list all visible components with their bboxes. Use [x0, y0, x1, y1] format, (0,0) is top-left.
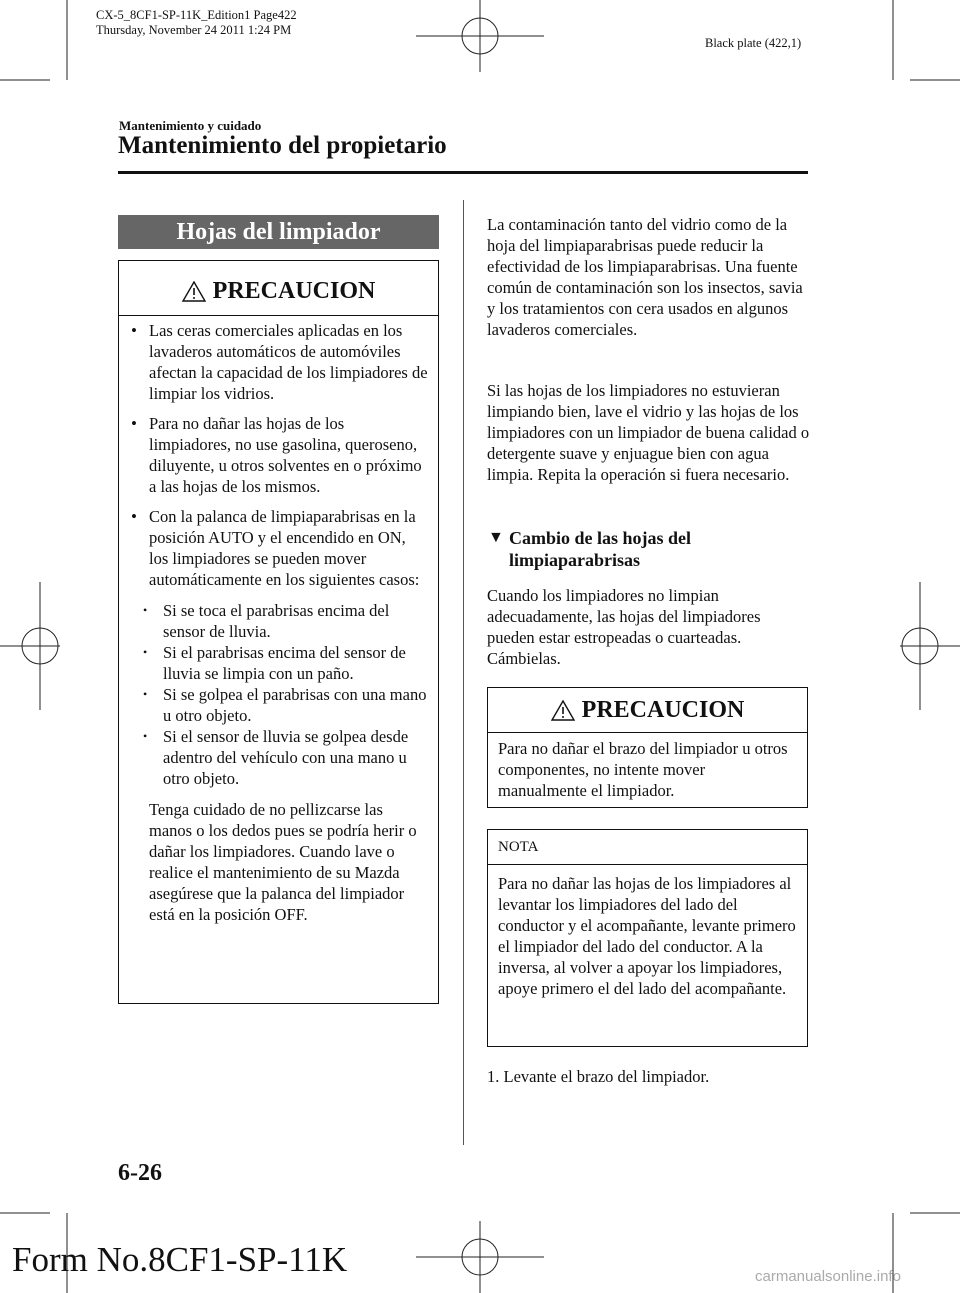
caution-tip: Tenga cuidado de no pellizcarse las manos o los dedos pues se podría herir o dañar los limpiadores. Cuando lave o realice el mantenimiento de su Mazda asegúrese que la palanca del limpiador está en la posición OFF. [149, 800, 417, 924]
warning-triangle-icon [551, 700, 575, 721]
caution-sub-bullet: • Si el parabrisas encima del sensor de lluvia se limpia con un paño. [139, 642, 429, 684]
caution-sub-bullet: • Si se toca el parabrisas encima del sensor de lluvia. [139, 600, 429, 642]
caution-sub-bullet: • Si se golpea el parabrisas con una mano u otro objeto. [139, 684, 429, 726]
warning-triangle-icon [182, 281, 206, 302]
note-title: NOTA [498, 838, 539, 855]
section-banner: Hojas del limpiador [118, 215, 439, 249]
form-number: Form No.8CF1-SP-11K [12, 1240, 348, 1279]
caution-title: PRECAUCION [581, 696, 745, 723]
page-number: 6-26 [118, 1160, 162, 1186]
black-plate-label: Black plate (422,1) [705, 36, 802, 50]
caution-sub-bullet: • Si el sensor de lluvia se golpea desde adentro del vehículo con una mano u otro objeto. [139, 726, 429, 789]
caution-header [119, 267, 438, 315]
header-rule [118, 171, 808, 174]
watermark: carmanualsonline.info [755, 1268, 901, 1285]
caution-box [118, 260, 439, 1004]
note-body: Para no dañar las hojas de los limpiadores al levantar los limpiadores del lado del conductor y el acompañante, levante primero el limpiador del lado del conductor. A la inversa, al volver a apoyar los limpiadores, apoye primero el del lado del acompañante. [488, 864, 807, 999]
plate-file-line1: CX-5_8CF1-SP-11K_Edition1 Page422 [96, 8, 297, 22]
caution-header [488, 688, 807, 732]
subheading [488, 527, 808, 571]
note-box [487, 829, 808, 1047]
chapter-title: Mantenimiento y cuidado [119, 118, 262, 133]
caution-bullet: • Para no dañar las hojas de los limpiadores, no use gasolina, queroseno, diluyente, u otros solventes en o próximo a las hojas de los mismos. [129, 413, 429, 497]
subheading-text: Cambio de las hojas del limpiaparabrisas [509, 528, 692, 570]
caution-bullet: • Las ceras comerciales aplicadas en los lavaderos automáticos de automóviles afectan la capacidad de los limpiadores de limpiar los vidrios. [129, 320, 429, 404]
caution-box [487, 687, 808, 808]
paragraph: Cuando los limpiadores no limpian adecuadamente, las hojas del limpiadores pueden estar estropeadas o cuarteadas. Cámbielas. [487, 586, 761, 668]
column-divider [463, 200, 464, 1145]
plate-file-line2: Thursday, November 24 2011 1:24 PM [96, 23, 292, 37]
triangle-down-icon: ▼ [488, 529, 504, 546]
step-1: 1. Levante el brazo del limpiador. [487, 1067, 710, 1086]
caution-bullet: • Con la palanca de limpiaparabrisas en la posición AUTO y el encendido en ON, los limpiadores se pueden mover automáticamente en los siguientes casos: [129, 506, 429, 590]
paragraph: La contaminación tanto del vidrio como de la hoja del limpiaparabrisas puede reducir la efectividad de los limpiaparabrisas. Una fuente común de contaminación son los insectos, savia y los tratamientos con cera usados en algunos lavaderos comerciales. [487, 215, 803, 339]
caution-title: PRECAUCION [212, 277, 376, 304]
page-title: Mantenimiento del propietario [118, 132, 447, 159]
caution-body: Para no dañar el brazo del limpiador u otros componentes, no intente mover manualmente el limpiador. [488, 732, 807, 801]
paragraph: Si las hojas de los limpiadores no estuvieran limpiando bien, lave el vidrio y las hojas de los limpiadores con un limpiador de buena calidad o detergente suave y enjuague bien con agua limpia. Repita la operación si fuera necesario. [487, 381, 810, 484]
plate-file-info [96, 8, 297, 38]
caution-body [119, 315, 438, 925]
